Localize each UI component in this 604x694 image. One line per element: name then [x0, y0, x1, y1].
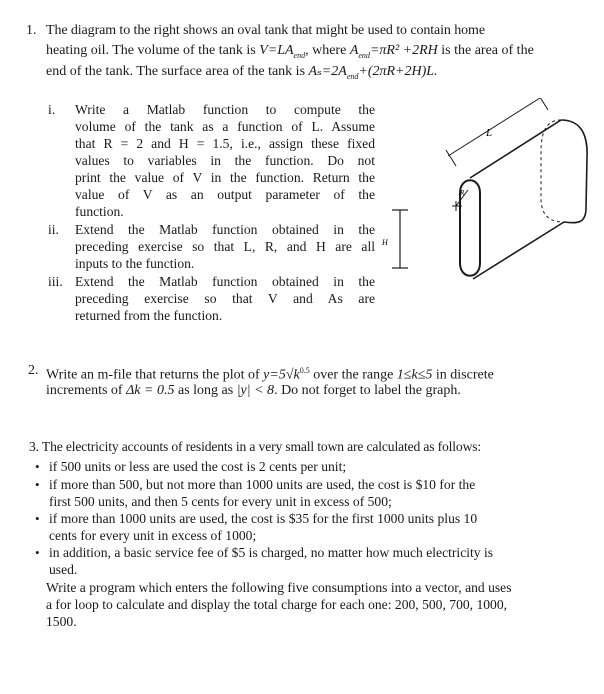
q2-text-e: as long as: [177, 383, 234, 398]
bullet-1: [35, 458, 580, 478]
subitem-ii-text: [75, 221, 375, 272]
tank-hidden-edge: [541, 120, 564, 222]
question-3-closing-line-3: 1500.: [46, 614, 77, 629]
label-R: R: [460, 189, 465, 197]
bullet-dot: •: [35, 511, 40, 526]
q2-text-c: in discrete: [435, 367, 494, 383]
area-formula-b: =πR² +2RH: [369, 43, 438, 58]
question-3-number: 3.: [29, 439, 39, 454]
q1-text-where: , where: [305, 43, 347, 58]
label-H: H: [382, 238, 388, 247]
question-1-line-3: [46, 63, 438, 85]
q2-text-b: over the range: [313, 367, 394, 383]
subitem-iii-line: Extend the Matlab function obtained in the: [75, 274, 375, 289]
bullet-4-line-2: used.: [49, 562, 78, 577]
q2-text-a: Write an m-file that returns the plot of: [46, 367, 260, 383]
subitem-i-line: print the value of V in the function. Return the: [75, 170, 375, 185]
surface-formula: Aₛ=2A: [308, 64, 347, 79]
question-3-intro: [29, 438, 481, 455]
subitem-iii-line: preceding exercise so that V and As are: [75, 291, 375, 306]
bullet-4-line-1: in addition, a basic service fee of $5 is charged, no matter how much electricity is: [49, 545, 494, 560]
tank-diagram: [378, 98, 590, 298]
subitem-i-text: [75, 101, 375, 220]
label-L: L: [486, 127, 493, 139]
bullet-1-line-1: if 500 units or less are used the cost is 2 cents per unit;: [49, 459, 347, 474]
length-dimension-line: [448, 98, 540, 156]
function-formula: y=5√k: [263, 367, 300, 383]
subitem-ii-number: ii.: [48, 222, 59, 237]
subitem-i-number: i.: [48, 102, 56, 117]
question-2-number: 2.: [28, 363, 39, 378]
range-formula: 1≤k≤5: [396, 367, 433, 383]
q1-text-volume: heating oil. The volume of the tank is: [46, 43, 256, 58]
q2-text-f: . Do not forget to label the graph.: [274, 383, 461, 398]
q1-text-area: is the area of the: [441, 43, 534, 58]
area-formula-sub: end: [358, 50, 370, 60]
question-3-intro-text: The electricity accounts of residents in a very small town are calculated as follows:: [41, 439, 481, 454]
subitem-iii-number: iii.: [48, 274, 63, 289]
subitem-i-line: value of V as an output parameter of the: [75, 187, 375, 202]
bullet-3: [35, 510, 580, 548]
volume-formula-sub: end: [293, 50, 306, 60]
condition-formula: |y| < 8: [236, 383, 275, 398]
subitem-i-line: values to variables in the function. Do not: [75, 153, 375, 168]
bullet-3-line-1: if more than 1000 units are used, the cost is $35 for the first 1000 units plus 10: [49, 511, 478, 526]
bullet-2-line-2: first 500 units, and then 5 cents for every unit in excess of 500;: [49, 494, 392, 509]
surface-formula-b: +(2πR+2H)L.: [358, 64, 438, 79]
tank-bottom-edge: [473, 222, 564, 279]
subitem-ii-line: inputs to the function.: [75, 256, 195, 271]
question-1-line-1: The diagram to the right shows an oval tank that might be used to contain home: [46, 23, 485, 38]
subitem-iii-text: [75, 273, 375, 324]
tank-back-end: [561, 120, 587, 223]
bullet-2: [35, 476, 580, 514]
subitem-i-line: volume of the tank as a function of L. Assume: [75, 119, 375, 134]
question-1-line-2: [46, 42, 534, 64]
question-3-closing-line-1: Write a program which enters the following five consumptions into a vector, and uses: [46, 580, 512, 595]
question-2-line-2: [46, 382, 461, 399]
bullet-dot: •: [35, 545, 40, 560]
subitem-ii-line: preceding exercise so that L, R, and H are all: [75, 239, 375, 254]
volume-formula: V=LA: [259, 43, 294, 58]
question-1-subitems: [48, 101, 378, 331]
bullet-4: [35, 544, 580, 582]
question-3-closing-line-2: a for loop to calculate and display the total charge for each one: 200, 500, 700, 1000,: [46, 597, 508, 612]
function-exponent: 0.5: [299, 366, 310, 375]
question-2-line-1: [46, 362, 494, 384]
tank-top-edge: [470, 120, 561, 178]
subitem-i-line: function.: [75, 204, 124, 219]
bullet-dot: •: [35, 477, 40, 492]
subitem-i-line: that R = 2 and H = 1.5, i.e., assign these fixed: [75, 136, 375, 151]
subitem-iii-line: returned from the function.: [75, 308, 223, 323]
question-1-number: 1.: [26, 23, 37, 38]
subitem-ii-line: Extend the Matlab function obtained in the: [75, 222, 375, 237]
q2-text-d: increments of: [46, 383, 123, 398]
area-formula-a: A: [349, 43, 359, 58]
increment-formula: Δk = 0.5: [126, 383, 175, 398]
surface-formula-sub: end: [346, 71, 359, 81]
subitem-i-line: Write a Matlab function to compute the: [75, 102, 375, 117]
bullet-dot: •: [35, 459, 40, 474]
length-tick-right: [538, 98, 548, 110]
bullet-2-line-1: if more than 500, but not more than 1000 units are used, the cost is $10 for the: [49, 477, 476, 492]
q1-text-surface: end of the tank. The surface area of the tank is: [46, 64, 306, 79]
bullet-3-line-2: cents for every unit in excess of 1000;: [49, 528, 257, 543]
